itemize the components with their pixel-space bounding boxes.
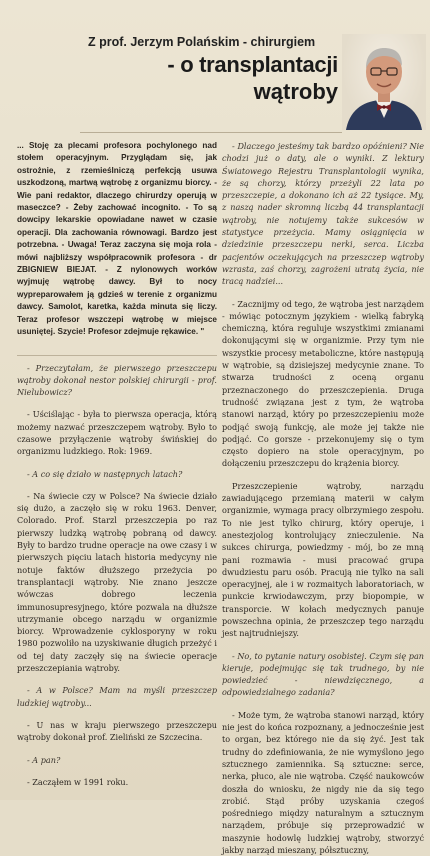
answer-paragraph: Przeszczepienie wątroby, narządu zawiadującego przemianą materii w całym organizmie, wymaga pracy olbrzymiego zespołu. To nie jest tylko chirurg, który operuje, i anestezjolog kontrolujący znieczulenie. Na sukces chirurga, powiedzmy - mój, bo ze mną pani rozmawia - musi pracować grupa dwudziestu paru osób. Pracują nie tylko na sali operacyjnej, ale i w rozmaitych laboratoriach, w punkcie krwiodawczym, przy biopompie, w transporcie. W kołach medycznych panuje powszechna opinia, że przeszczep tego narządu jest najtrudniejszy. bbox=[222, 480, 424, 639]
question-paragraph: - A w Polsce? Mam na myśli przeszczep ludzkiej wątroby... bbox=[17, 685, 217, 708]
intro-paragraph: ... Stoję za plecami profesora pochylonego nad stołem operacyjnym. Przyglądam się, jak ostrożnie, z rzemieślniczą perfekcją usuwa uszkodzoną, martwą wątrobę z organizmu biorcy. - Wie pani redaktor, dlaczego chirurdzy operują w maseczce? - Żeby zachować incognito. - To są dowcipy lekarskie opowiadane nawet w czasie operacji. Dla zachowania równowagi. Bardzo jest potrzebna. - Uwaga! Teraz zaczyna się moja rola - mówi najbliższy współpracownik profesora - dr ZBIGNIEW BIEJAT. - Z nylonowych worków wyjmuję wątrobę dawcy. Był to nocy wypreparowałem ją gdzieś w terenie z organizmu dawcy. Samolot, karetka, każda minuta się liczy. Teraz profesor wszczepi wątrobę w miejsce usuniętej. Szycie! Profesor zdejmuje rękawice. " bbox=[17, 141, 217, 337]
question-paragraph: - A pan? bbox=[27, 754, 61, 765]
answer-paragraph: - Zacząłem w 1991 roku. bbox=[27, 776, 129, 787]
article-title-line2: wątroby bbox=[253, 79, 338, 104]
answer-paragraph: - Uściślając - była to pierwsza operacja, którą możemy nazwać przeszczepem wątroby. Było to czasowe przyłączenie wątroby świńskiej do organizmu ludzkiego. Rok: 1969. bbox=[17, 409, 217, 457]
article-title-line1: - o transplantacji bbox=[167, 52, 338, 77]
question-paragraph: - Dlaczego jesteśmy tak bardzo opóźnieni? Nie chodzi już o daty, ale o wyniki. Z lektury Światowego Rejestru Transplantologii wynika, że są chorzy, którzy przeżyli 22 lata po przeszczepie, a dokonano ich aż 22 tysiące. My, z naszą nader skromną liczbą 44 transplantacji wątroby, nie notujemy także sukcesów w statystyce przeżycia. Mamy osiągnięcia w dziedzinie przeszczepu nerki, serca. Liczba pacjentów oczekujących na przeszczep wątroby wzrasta, zaś chorzy, zagrożeni utratą życia, nie tracą nadziei... bbox=[222, 141, 424, 287]
question-paragraph: - No, to pytanie natury osobistej. Czym się pan kieruje, podejmując się tak trudnego, by nie powiedzieć - niewdzięcznego, a odpowiedzialnego zadania? bbox=[222, 650, 424, 698]
header-rule bbox=[80, 132, 342, 133]
question-paragraph: - Przeczytałam, że pierwszego przeszczepu wątroby dokonał nestor polskiej chirurgii - prof. Nielubowicz? bbox=[17, 362, 217, 398]
answer-paragraph: - Może tym, że wątroba stanowi narząd, który nie jest do końca rozpoznany, a jednocześnie jest to organ, bez którego nie da się żyć. Jest tak trudny do zdefiniowania, że nie wymyślono jego sztucznego zamiennika. Są sztuczne: serce, nerka, płuco, ale nie wątroba. Część naukowców doszła do wniosku, że nigdy nie da się tego zrobić. Stąd próby uzyskania czegoś pośredniego między naturalnym a sztucznym narządem, próbuje się przeprowadzić w maszynie hodowlę ludzkiej wątroby, stworzyć jakby narząd mieszany, półsztuczny, bbox=[222, 709, 424, 856]
answer-paragraph: - U nas w kraju pierwszego przeszczepu wątroby dokonał prof. Zieliński ze Szczecina. bbox=[17, 719, 217, 743]
left-column bbox=[17, 140, 217, 788]
question-paragraph: - A co się działo w następnych latach? bbox=[27, 468, 183, 479]
right-column bbox=[222, 140, 424, 856]
article-header bbox=[0, 0, 430, 140]
answer-paragraph: - Zacznijmy od tego, że wątroba jest narządem - mówiąc potocznym językiem - wielką fabryką chemiczną, która reguluje wszystkimi zmianami dokonującymi się w organizmie. Przy tym nie wszystkie procesy metaboliczne, które następują w wątrobie, są dzisiejszej medycynie znane. To stwarza trudności z oceną organu przeznaczonego do przeszczepienia. Druga trudność związana jest z tym, że wątroba stanowi narząd, który po przeszczepieniu może podjąć swoją funkcję, ale może jej także nie podjąć. Co gorsze - przekonujemy się o tym często dopiero na stole operacyjnym, po dołączeniu przeszczepu do krążenia biorcy. bbox=[222, 298, 424, 469]
section-divider bbox=[17, 355, 217, 356]
answer-paragraph: - Na świecie czy w Polsce? Na świecie działo się dużo, a zaczęło się w roku 1963. Denver, Colorado. Prof. Starzl przeszczepia po raz pierwszy ludzką wątrobę pobraną od dawcy. Były to bardzo trudne operacje na owe czasy i w pierwszych pięciu latach historia medycyny nie notuje faktów dłuższego przeżycia po transplantacji wątroby. Nie znano jeszcze wówczas dobrego leczenia immunosupresyjnego, które pozwala na dłuższe utrzymanie obcego narządu w organizmie biorcy. Wprowadzenie cyklosporyny w roku 1980 pozwoliło na uzyskiwanie długich przeżyć i od tej daty zaczęły się na świecie operacje przeszczepiania wątroby. bbox=[17, 490, 217, 674]
portrait-photo bbox=[342, 34, 426, 130]
portrait-illustration bbox=[342, 34, 426, 130]
article-kicker: Z prof. Jerzym Polańskim - chirurgiem bbox=[88, 35, 316, 49]
